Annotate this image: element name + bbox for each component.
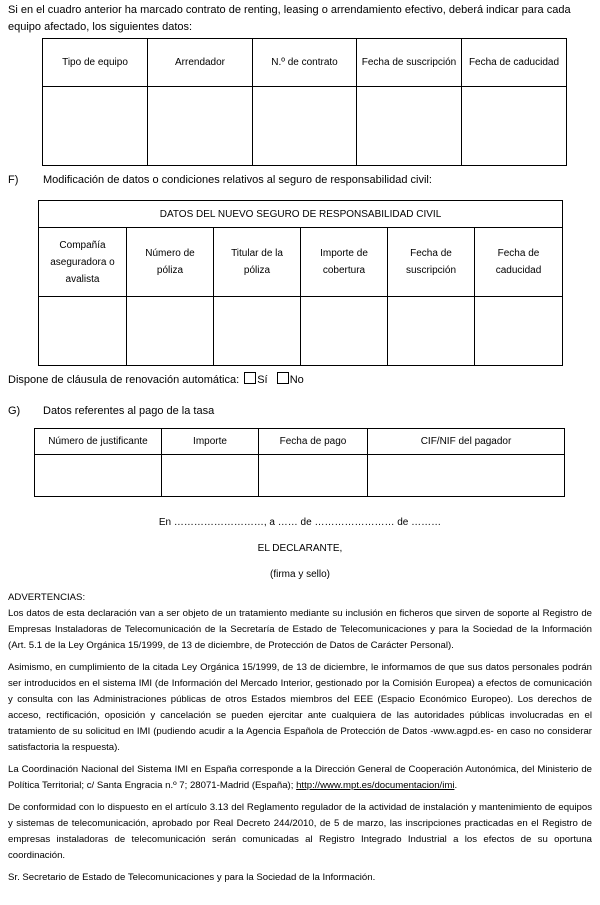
header-fecha-caducidad-seguro: Fecha de caducidad bbox=[475, 228, 563, 297]
section-f-letter: F) bbox=[8, 174, 19, 186]
payment-cell-justificante[interactable] bbox=[35, 455, 162, 497]
insurance-table bbox=[38, 200, 563, 366]
renewal-clause bbox=[8, 372, 304, 386]
header-fecha-pago: Fecha de pago bbox=[259, 429, 368, 455]
equipment-cell-arrendador[interactable] bbox=[148, 87, 253, 166]
header-importe-cobertura: Importe de cobertura bbox=[301, 228, 388, 297]
section-g-letter: G) bbox=[8, 405, 21, 417]
header-tipo-equipo: Tipo de equipo bbox=[43, 39, 148, 87]
insurance-cell-compania[interactable] bbox=[39, 297, 127, 366]
header-numero-contrato: N.º de contrato bbox=[253, 39, 357, 87]
payment-cell-importe[interactable] bbox=[162, 455, 259, 497]
equipment-cell-caducidad[interactable] bbox=[462, 87, 567, 166]
signature-seal-label: (firma y sello) bbox=[269, 569, 330, 580]
intro-text: Si en el cuadro anterior ha marcado contrato de renting, leasing o arrendamiento efectivo, deberá indicar para cada equipo afectado, los siguientes datos: bbox=[8, 4, 571, 33]
addressee: Sr. Secretario de Estado de Telecomunicaciones y para la Sociedad de la Información. bbox=[8, 872, 376, 883]
payment-cell-fecha[interactable] bbox=[259, 455, 368, 497]
renewal-no-checkbox[interactable] bbox=[277, 372, 289, 384]
header-numero-justificante: Número de justificante bbox=[35, 429, 162, 455]
section-f-title: Modificación de datos o condiciones relativos al seguro de responsabilidad civil: bbox=[43, 174, 432, 186]
header-cif-nif-pagador: CIF/NIF del pagador bbox=[368, 429, 565, 455]
insurance-cell-suscripcion[interactable] bbox=[388, 297, 475, 366]
equipment-table bbox=[42, 38, 567, 166]
payment-table bbox=[34, 428, 565, 497]
renewal-yes-checkbox[interactable] bbox=[244, 372, 256, 384]
header-numero-poliza: Número de póliza bbox=[127, 228, 214, 297]
insurance-cell-caducidad[interactable] bbox=[475, 297, 563, 366]
warnings bbox=[8, 590, 592, 892]
insurance-cell-poliza[interactable] bbox=[127, 297, 214, 366]
warnings-paragraph-3 bbox=[8, 762, 592, 794]
header-importe: Importe bbox=[162, 429, 259, 455]
warnings-paragraph-3-end: . bbox=[454, 780, 458, 791]
header-fecha-suscripcion: Fecha de suscripción bbox=[357, 39, 462, 87]
header-fecha-suscripcion-seguro: Fecha de suscripción bbox=[388, 228, 475, 297]
warnings-paragraph-2: Asimismo, en cumplimiento de la citada Ley Orgánica 15/1999, de 13 de diciembre, le informamos de que sus datos personales podrán ser introducidos en el sistema IMI (de Información del Mercado Interior, gestionado por la Comisión Europea) a efectos de comunicación y consulta con las Administraciones públicas de otros Estados miembros del EEE (Espacio Económico Europeo). Los derechos de acceso, rectificación, oposición y cancelación se pueden ejercitar ante cualquiera de las autoridades públicas involucradas en el tratamiento de su solicitud en IMI (pudiendo acudir a la Agencia Española de Protección de Datos -www.agpd.es- en caso no considerar satisfactoria la respuesta). bbox=[8, 662, 592, 753]
imi-documentation-link[interactable]: http://www.mpt.es/documentacion/imi bbox=[296, 780, 455, 791]
equipment-cell-suscripcion[interactable] bbox=[357, 87, 462, 166]
section-g-title: Datos referentes al pago de la tasa bbox=[43, 405, 215, 417]
payment-cell-cif[interactable] bbox=[368, 455, 565, 497]
place-date-line: En ………………………, a …… de …………………… de ……… bbox=[158, 517, 442, 528]
warnings-paragraph-3-text: La Coordinación Nacional del Sistema IMI en España corresponde a la Dirección General de Cooperación Autonómica, del Ministerio de Política Territorial; c/ Santa Engracia n.º 7; 28071-Madrid (España); bbox=[8, 764, 592, 791]
insurance-table-title: DATOS DEL NUEVO SEGURO DE RESPONSABILIDAD CIVIL bbox=[39, 201, 563, 228]
renewal-yes-label: Sí bbox=[257, 374, 268, 386]
warnings-paragraph-4: De conformidad con lo dispuesto en el artículo 3.13 del Reglamento regulador de la actividad de instalación y mantenimiento de equipos y sistemas de telecomunicación, aprobado por Real Decreto 244/2010, de 5 de marzo, las inscripciones practicadas en el Registro de empresas instaladoras de telecomunicación serán comunicadas al Registro Integrado Industrial a los efectos de su oportuna coordinación. bbox=[8, 802, 592, 861]
insurance-cell-importe[interactable] bbox=[301, 297, 388, 366]
header-arrendador: Arrendador bbox=[148, 39, 253, 87]
header-fecha-caducidad: Fecha de caducidad bbox=[462, 39, 567, 87]
header-titular-poliza: Titular de la póliza bbox=[214, 228, 301, 297]
header-compania: Compañía aseguradora o avalista bbox=[39, 228, 127, 297]
renewal-label: Dispone de cláusula de renovación automática: bbox=[8, 374, 240, 386]
warnings-heading: ADVERTENCIAS: bbox=[8, 592, 86, 603]
insurance-cell-titular[interactable] bbox=[214, 297, 301, 366]
equipment-cell-contrato[interactable] bbox=[253, 87, 357, 166]
declarant-label: EL DECLARANTE, bbox=[257, 543, 343, 554]
warnings-paragraph-1: Los datos de esta declaración van a ser objeto de un tratamiento mediante su inclusión en ficheros que sirven de soporte al Registro de Empresas Instaladoras de Telecomunicación de la Secretaría de Estado de Telecomunicaciones y para la Sociedad de la Información (Art. 5.1 de la Ley Orgánica 15/1999, de 13 de diciembre, de Protección de Datos de Carácter Personal). bbox=[8, 608, 592, 651]
renewal-no-label: No bbox=[289, 374, 304, 386]
equipment-cell-tipo[interactable] bbox=[43, 87, 148, 166]
